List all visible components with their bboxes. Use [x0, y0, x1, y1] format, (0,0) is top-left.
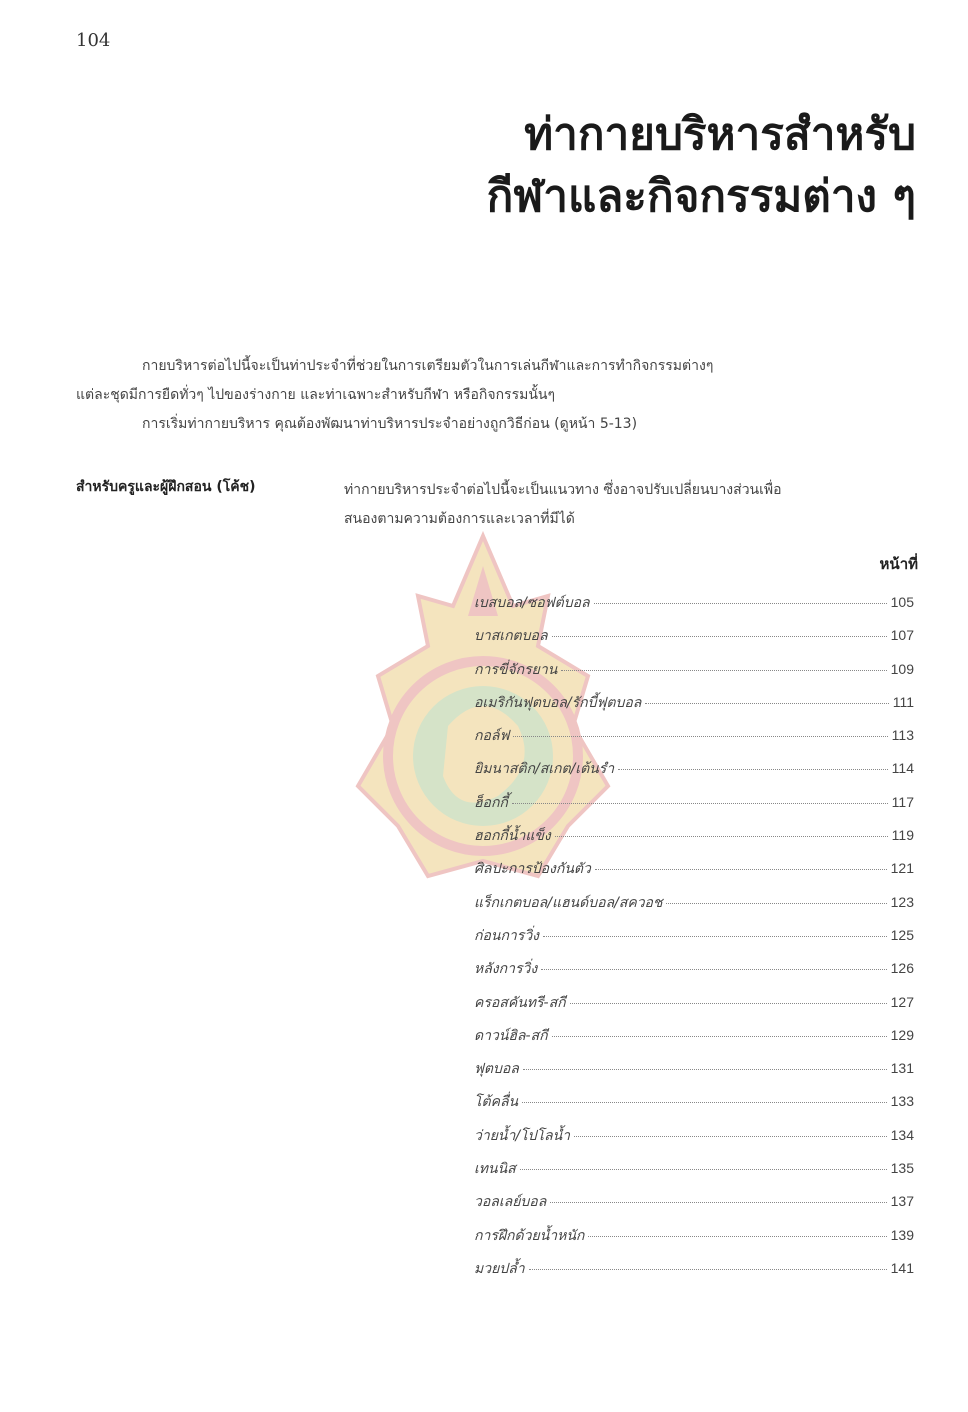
- coach-text-line-2: สนองตามความต้องการและเวลาที่มีได้: [344, 511, 575, 527]
- toc-item-page: 141: [890, 1259, 914, 1276]
- toc-item-page: 105: [890, 594, 914, 610]
- toc-leader-dots: [588, 1236, 886, 1237]
- toc-item-page: 135: [890, 1160, 914, 1177]
- toc-leader-dots: [570, 1003, 887, 1004]
- toc-item: [474, 1158, 914, 1191]
- title-line-2: กีฬาและกิจกรรมต่าง ๆ: [486, 171, 916, 222]
- toc-item: [474, 1225, 914, 1258]
- toc-leader-dots: [645, 703, 888, 704]
- toc-item: [474, 858, 914, 891]
- toc-header: หน้าที่: [879, 555, 918, 573]
- toc-item-page: 117: [891, 793, 914, 810]
- toc-item-label: เบสบอล/ซอฟต์บอล: [474, 595, 590, 611]
- toc-item: [474, 1191, 914, 1224]
- toc-item-label: เทนนิส: [474, 1161, 516, 1178]
- toc-item-page: 107: [890, 627, 914, 644]
- toc-item-page: 123: [890, 893, 914, 910]
- page-number: 104: [76, 30, 111, 51]
- toc-item-label: ครอสคันทรี-สกี: [474, 994, 566, 1011]
- coach-label: สำหรับครูและผู้ฝึกสอน (โค้ช): [76, 479, 256, 495]
- toc-item-label: ว่ายน้ำ/โปโลน้ำ: [474, 1127, 571, 1144]
- toc-item: [474, 1258, 914, 1291]
- toc-item-label: การฝึกด้วยน้ำหนัก: [474, 1227, 585, 1244]
- toc-leader-dots: [523, 1069, 887, 1070]
- toc-leader-dots: [512, 803, 888, 804]
- toc-item-page: 131: [890, 1060, 914, 1077]
- toc-leader-dots: [574, 1136, 887, 1137]
- toc-leader-dots: [552, 1036, 887, 1037]
- toc-item-label: ยิมนาสติก/สเกต/เต้นรำ: [474, 761, 615, 778]
- toc-item-page: 133: [890, 1093, 914, 1110]
- toc-item-label: ก่อนการวิ่ง: [474, 927, 540, 944]
- toc-item-page: 109: [890, 660, 914, 677]
- toc-leader-dots: [520, 1169, 887, 1170]
- toc-item-label: วอลเลย์บอล: [474, 1194, 547, 1211]
- toc-leader-dots: [666, 903, 886, 904]
- toc-item-label: อเมริกันฟุตบอล/รักบี้ฟุตบอล: [474, 694, 642, 711]
- toc-item-page: 134: [890, 1126, 914, 1143]
- toc-item: [474, 758, 914, 791]
- toc-item-label: โต้คลื่น: [474, 1094, 519, 1111]
- toc-item-page: 119: [891, 827, 914, 844]
- toc-item: [474, 625, 914, 658]
- intro-line-2: แต่ละชุดมีการยืดทั่วๆ ไปของร่างกาย และท่าเฉพาะสำหรับกีฬา หรือกิจกรรมนั้นๆ: [76, 387, 555, 403]
- toc-item-page: 113: [891, 727, 914, 744]
- toc-item: [474, 1058, 914, 1091]
- toc-leader-dots: [541, 969, 886, 970]
- toc-item-label: มวยปล้ำ: [474, 1260, 525, 1277]
- toc-item: [474, 992, 914, 1025]
- toc-item: [474, 792, 914, 825]
- toc-item-label: ฮ็อกกี้: [474, 794, 508, 811]
- toc-leader-dots: [543, 936, 887, 937]
- toc-item: [474, 925, 914, 958]
- toc-item-page: 126: [890, 960, 914, 977]
- toc-leader-dots: [529, 1269, 887, 1270]
- toc-leader-dots: [513, 736, 887, 737]
- toc-item-label: ศิลปะการป้องกันตัว: [474, 861, 591, 878]
- toc-item: [474, 725, 914, 758]
- intro-text: [76, 352, 922, 439]
- title-line-1: ท่ากายบริหารสำหรับ: [524, 109, 916, 160]
- toc-item: [474, 892, 914, 925]
- toc-item-label: บาสเกตบอล: [474, 628, 548, 645]
- toc-leader-dots: [552, 636, 887, 637]
- toc-item-page: 121: [890, 860, 914, 877]
- toc-item: [474, 1025, 914, 1058]
- toc-leader-dots: [522, 1102, 887, 1103]
- toc-item-page: 111: [892, 693, 914, 710]
- intro-line-3: การเริ่มท่ากายบริหาร คุณต้องพัฒนาท่าบริหารประจำอย่างถูกวิธีก่อน (ดูหน้า 5-13): [142, 416, 638, 432]
- toc-leader-dots: [561, 670, 886, 671]
- toc-item: [474, 1125, 914, 1158]
- coach-text: [344, 476, 920, 534]
- toc-item: [474, 958, 914, 991]
- coach-text-line-1: ท่ากายบริหารประจำต่อไปนี้จะเป็นแนวทาง ซึ่งอาจปรับเปลี่ยนบางส่วนเพื่อ: [344, 482, 782, 498]
- toc-item-label: ดาวน์ฮิล-สกี: [474, 1027, 548, 1044]
- toc-item-label: ฮอกกี้น้ำแข็ง: [474, 828, 551, 845]
- toc-leader-dots: [594, 603, 887, 604]
- page-title: [487, 104, 916, 228]
- toc-item-label: การขี่จักรยาน: [474, 661, 558, 678]
- toc-item: [474, 692, 914, 725]
- toc-leader-dots: [555, 836, 888, 837]
- toc-item: [474, 659, 914, 692]
- toc-item-page: 137: [890, 1193, 914, 1210]
- toc-item-label: กอล์ฟ: [474, 728, 510, 745]
- toc-item-page: 114: [891, 760, 914, 777]
- toc-item: [474, 825, 914, 858]
- toc-item-page: 127: [890, 993, 914, 1010]
- toc-item-label: ฟุตบอล: [474, 1061, 519, 1078]
- toc-leader-dots: [618, 769, 888, 770]
- toc-item: [474, 592, 914, 625]
- toc-leader-dots: [550, 1202, 886, 1203]
- toc-item: [474, 1091, 914, 1124]
- toc-item-label: หลังการวิ่ง: [474, 961, 538, 978]
- toc-item-page: 139: [890, 1226, 914, 1243]
- toc-item-page: 129: [890, 1026, 914, 1043]
- toc-item-page: 125: [890, 926, 914, 943]
- table-of-contents: [474, 592, 914, 1291]
- intro-line-1: กายบริหารต่อไปนี้จะเป็นท่าประจำที่ช่วยในการเตรียมตัวในการเล่นกีฬาและการทำกิจกรรมต่างๆ: [142, 358, 714, 374]
- toc-leader-dots: [595, 869, 887, 870]
- toc-item-label: แร็กเกตบอล/แฮนด์บอล/สควอช: [474, 894, 663, 911]
